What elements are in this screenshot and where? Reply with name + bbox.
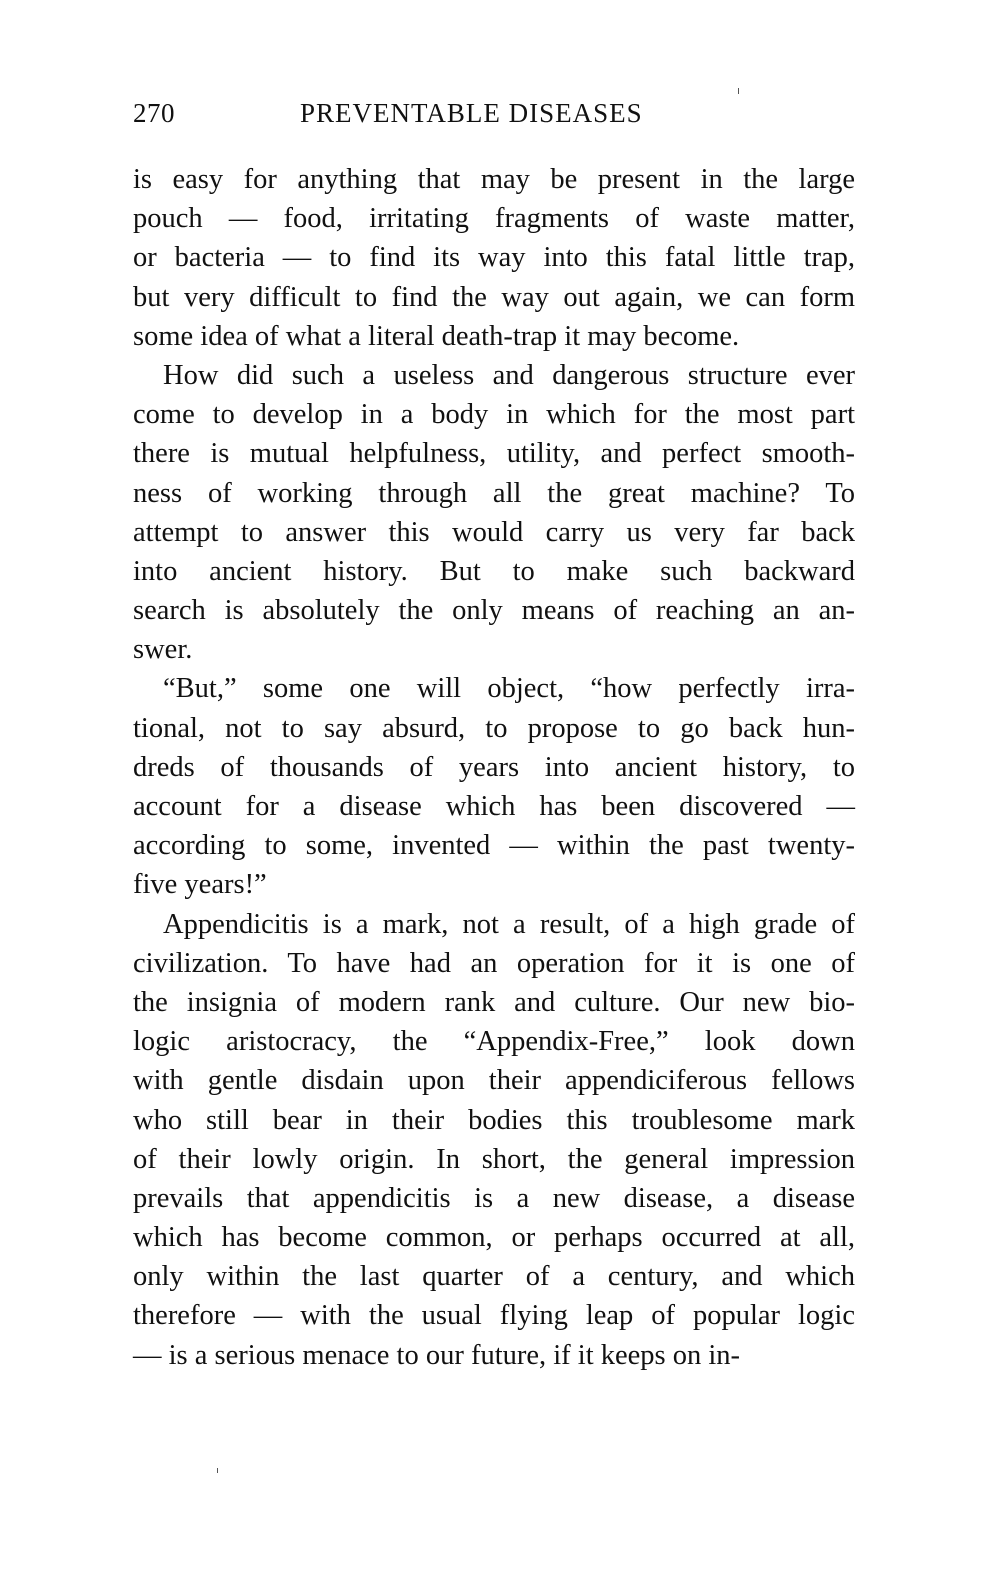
- text-line: come to develop in a body in which for the most part: [133, 399, 855, 431]
- text-line: into ancient history. But to make such backward: [133, 555, 855, 587]
- text-line: some idea of what a literal death-trap it may become.: [133, 320, 740, 352]
- text-line: ness of working through all the great machine? To: [133, 477, 855, 509]
- paragraph: [133, 669, 855, 904]
- paragraph: [133, 160, 855, 356]
- text-line: — is a serious menace to our future, if it keeps on in-: [133, 1339, 741, 1371]
- paragraph: [133, 905, 855, 1375]
- text-line: civilization. To have had an operation for it is one of: [133, 947, 855, 979]
- text-line: logic aristocracy, the “Appendix-Free,” look down: [133, 1026, 855, 1058]
- body-text: [133, 160, 855, 1375]
- running-title: PREVENTABLE DISEASES: [300, 98, 643, 128]
- text-line: therefore — with the usual flying leap of popular logic: [133, 1300, 855, 1332]
- paragraph: [133, 356, 855, 670]
- text-line: there is mutual helpfulness, utility, and perfect smooth-: [133, 438, 855, 470]
- text-line: account for a disease which has been discovered —: [133, 791, 855, 822]
- text-line: How did such a useless and dangerous structure ever: [163, 359, 855, 391]
- text-line: Appendicitis is a mark, not a result, of a high grade of: [163, 908, 855, 940]
- text-line: attempt to answer this would carry us very far back: [133, 516, 855, 548]
- text-line: “But,” some one will object, “how perfectly irra-: [163, 673, 855, 705]
- scan-speck: [217, 1468, 218, 1473]
- running-head: [133, 98, 853, 138]
- text-line: swer.: [133, 634, 193, 666]
- text-line: dreds of thousands of years into ancient history, to: [133, 751, 855, 783]
- text-line: with gentle disdain upon their appendiciferous fellows: [133, 1065, 855, 1097]
- text-line: five years!”: [133, 869, 267, 901]
- text-line: tional, not to say absurd, to propose to go back hun-: [133, 712, 855, 744]
- text-line: according to some, invented — within the past twenty-: [133, 830, 855, 862]
- text-line: which has become common, or perhaps occurred at all,: [133, 1222, 855, 1254]
- page-number: 270: [133, 98, 175, 128]
- text-line: search is absolutely the only means of reaching an an-: [133, 595, 855, 627]
- text-line: only within the last quarter of a century, and which: [133, 1261, 855, 1293]
- text-line: prevails that appendicitis is a new disease, a disease: [133, 1182, 855, 1214]
- text-line: but very difficult to find the way out again, we can form: [133, 281, 855, 313]
- text-line: who still bear in their bodies this troublesome mark: [133, 1104, 855, 1136]
- text-line: pouch — food, irritating fragments of waste matter,: [133, 203, 855, 235]
- scan-speck: [738, 88, 739, 94]
- text-line: the insignia of modern rank and culture. Our new bio-: [133, 986, 855, 1018]
- text-line: is easy for anything that may be present in the large: [133, 164, 855, 195]
- text-line: of their lowly origin. In short, the general impression: [133, 1143, 855, 1175]
- text-line: or bacteria — to find its way into this fatal little trap,: [133, 242, 855, 274]
